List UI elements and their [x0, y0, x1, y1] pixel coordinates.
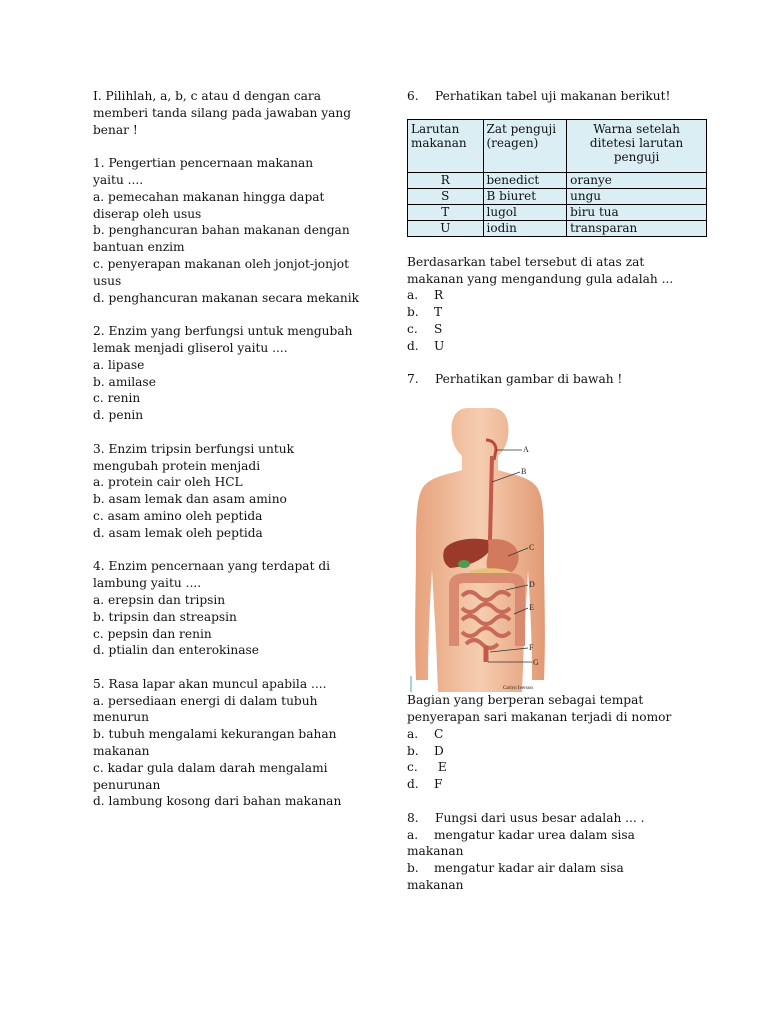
answer-option[interactable]: c. S [407, 321, 443, 336]
figure-label: A [523, 445, 529, 455]
question-7-prompt: Bagian yang berperan sebagai tempat penyerapan sari makanan terjadi di nomor [407, 693, 672, 724]
answer-option[interactable]: a. erepsin dan tripsin [93, 592, 226, 607]
question-5 [93, 676, 368, 810]
answer-option[interactable]: a. mengatur kadar urea dalam sisa makanan [407, 827, 635, 859]
question-number: 7. [407, 372, 419, 387]
answer-option[interactable]: b. tripsin dan streapsin [93, 609, 237, 624]
answer-option[interactable]: c. renin [93, 391, 141, 406]
question-stem: Perhatikan gambar di bawah ! [435, 372, 623, 387]
question-stem: 2. Enzim yang berfungsi untuk mengubah lemak menjadi gliserol yaitu .... [93, 324, 353, 355]
question-number: 6. [407, 89, 419, 103]
answer-option[interactable]: d. ptialin dan enterokinase [93, 643, 259, 658]
question-stem: 1. Pengertian pencernaan makanan yaitu .... [93, 156, 314, 187]
table-cell: R [408, 172, 484, 188]
table-cell: T [408, 204, 484, 220]
figure-credit: Carlyn Iverson [503, 686, 533, 692]
table-header-row [408, 119, 707, 172]
answer-option[interactable]: a. lipase [93, 357, 145, 372]
figure-label: G [533, 658, 539, 668]
question-8 [407, 810, 707, 827]
question-2 [93, 323, 368, 424]
answer-option[interactable]: c. pepsin dan renin [93, 626, 212, 641]
question-7 [407, 371, 707, 388]
answer-option[interactable]: b. asam lemak dan asam amino [93, 492, 287, 507]
table-cell: lugol [483, 204, 567, 220]
table-cell: U [408, 220, 484, 236]
answer-option[interactable]: a. protein cair oleh HCL [93, 475, 243, 490]
table-cell: transparan [567, 220, 707, 236]
answer-option[interactable]: a. C [407, 726, 444, 741]
question-stem: Perhatikan tabel uji makanan berikut! [435, 89, 671, 103]
answer-option[interactable]: d. lambung kosong dari bahan makanan [93, 794, 342, 809]
answer-option[interactable]: d. penghancuran makanan secara mekanik [93, 290, 360, 305]
food-test-table [407, 119, 707, 237]
answer-option[interactable]: b. penghancuran bahan makanan dengan bantuan enzim [93, 223, 350, 255]
question-1 [93, 155, 368, 306]
answer-option[interactable]: d. U [407, 338, 445, 353]
esophagus-shape [490, 456, 492, 540]
answer-option[interactable]: c. E [407, 760, 447, 775]
figure-label: D [529, 580, 535, 590]
question-stem: 5. Rasa lapar akan muncul apabila .... [93, 676, 327, 691]
answer-option[interactable]: b. D [407, 743, 444, 758]
answer-option[interactable]: c. penyerapan makanan oleh jonjot-jonjot usus [93, 256, 349, 288]
answer-option[interactable]: a. persediaan energi di dalam tubuh menurun [93, 693, 318, 725]
table-row [408, 172, 707, 188]
left-column [93, 88, 368, 810]
table-cell: oranye [567, 172, 707, 188]
table-row [408, 204, 707, 220]
digestive-system-illustration [410, 400, 550, 692]
question-6-prompt: Berdasarkan tabel tersebut di atas zat makanan yang mengandung gula adalah ... [407, 254, 674, 286]
figure-label: F [529, 643, 534, 653]
table-cell: B biuret [483, 188, 567, 204]
answer-option[interactable]: a. R [407, 288, 444, 303]
question-4 [93, 558, 368, 659]
table-header-cell: Zat penguji (reagen) [483, 119, 567, 172]
figure-label: B [521, 467, 527, 477]
table-row [408, 220, 707, 236]
question-stem: Fungsi dari usus besar adalah ... . [435, 810, 645, 825]
question-6 [407, 88, 707, 105]
table-cell: iodin [483, 220, 567, 236]
table-cell: biru tua [567, 204, 707, 220]
answer-option[interactable]: c. kadar gula dalam darah mengalami penurunan [93, 760, 328, 792]
table-cell: S [408, 188, 484, 204]
answer-option[interactable]: b. tubuh mengalami kekurangan bahan makanan [93, 727, 337, 759]
right-column [407, 88, 707, 894]
table-header-cell: Warna setelah ditetesi larutan penguji [567, 119, 707, 172]
answer-option[interactable]: a. pemecahan makanan hingga dapat diserap oleh usus [93, 189, 325, 221]
question-stem: 4. Enzim pencernaan yang terdapat di lambung yaitu .... [93, 559, 331, 591]
answer-option[interactable]: b. T [407, 305, 443, 320]
answer-option[interactable]: d. penin [93, 408, 144, 423]
answer-option[interactable]: d. F [407, 777, 443, 792]
table-cell: ungu [567, 188, 707, 204]
table-cell: benedict [483, 172, 567, 188]
question-3 [93, 441, 368, 542]
answer-option[interactable]: c. asam amino oleh peptida [93, 508, 263, 523]
table-header-cell: Larutan makanan [408, 119, 484, 172]
question-number: 8. [407, 810, 419, 825]
answer-option[interactable]: b. mengatur kadar air dalam sisa makanan [407, 861, 624, 892]
question-stem: 3. Enzim tripsin berfungsi untuk mengubah protein menjadi [93, 441, 295, 473]
answer-option[interactable]: b. amilase [93, 374, 156, 389]
instructions: I. Pilihlah, a, b, c atau d dengan cara memberi tanda silang pada jawaban yang benar ! [93, 89, 352, 137]
figure-label: C [529, 543, 535, 553]
answer-option[interactable]: d. asam lemak oleh peptida [93, 525, 263, 540]
table-row [408, 188, 707, 204]
figure-label: E [529, 603, 534, 613]
